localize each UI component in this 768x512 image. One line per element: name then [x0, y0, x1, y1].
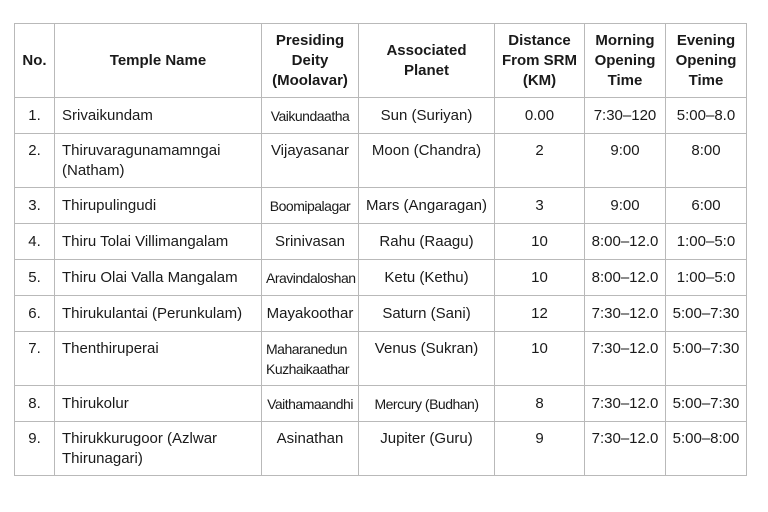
cell-deity: Boomipalagar	[262, 188, 359, 224]
cell-distance: 10	[495, 224, 585, 260]
header-distance: Distance From SRM (KM)	[495, 24, 585, 98]
cell-deity: Srinivasan	[262, 224, 359, 260]
cell-temple: Thirukkurugoor (Azlwar Thirunagari)	[55, 422, 262, 476]
cell-planet: Mars (Angaragan)	[359, 188, 495, 224]
cell-morning: 7:30–120	[585, 98, 666, 134]
cell-evening: 5:00–7:30	[666, 386, 747, 422]
cell-no: 6.	[15, 296, 55, 332]
cell-no: 4.	[15, 224, 55, 260]
cell-distance: 0.00	[495, 98, 585, 134]
cell-planet: Mercury (Budhan)	[359, 386, 495, 422]
cell-evening: 5:00–7:30	[666, 332, 747, 386]
header-no: No.	[15, 24, 55, 98]
cell-no: 7.	[15, 332, 55, 386]
cell-no: 9.	[15, 422, 55, 476]
header-temple-name: Temple Name	[55, 24, 262, 98]
cell-distance: 9	[495, 422, 585, 476]
cell-evening: 5:00–7:30	[666, 296, 747, 332]
cell-distance: 10	[495, 332, 585, 386]
header-planet: Associated Planet	[359, 24, 495, 98]
cell-temple: Thiru Olai Valla Mangalam	[55, 260, 262, 296]
cell-evening: 6:00	[666, 188, 747, 224]
header-morning: Morning Opening Time	[585, 24, 666, 98]
header-row	[15, 24, 747, 98]
cell-evening: 5:00–8.0	[666, 98, 747, 134]
cell-planet: Rahu (Raagu)	[359, 224, 495, 260]
cell-evening: 8:00	[666, 134, 747, 188]
cell-no: 2.	[15, 134, 55, 188]
cell-temple: Thenthiruperai	[55, 332, 262, 386]
cell-deity: Mayakoothar	[262, 296, 359, 332]
header-deity: Presiding Deity (Moolavar)	[262, 24, 359, 98]
cell-planet: Saturn (Sani)	[359, 296, 495, 332]
cell-evening: 1:00–5:0	[666, 260, 747, 296]
cell-no: 8.	[15, 386, 55, 422]
cell-morning: 9:00	[585, 134, 666, 188]
cell-temple: Thirupulingudi	[55, 188, 262, 224]
temple-table	[14, 23, 747, 476]
cell-deity: Vijayasanar	[262, 134, 359, 188]
cell-deity: Maharanedun Kuzhaikaathar	[262, 332, 359, 386]
table-row	[15, 134, 747, 188]
cell-deity: Aravindaloshan	[262, 260, 359, 296]
cell-no: 5.	[15, 260, 55, 296]
table-row	[15, 260, 747, 296]
cell-distance: 2	[495, 134, 585, 188]
table-row	[15, 98, 747, 134]
cell-morning: 7:30–12.0	[585, 296, 666, 332]
cell-planet: Sun (Suriyan)	[359, 98, 495, 134]
table-row	[15, 224, 747, 260]
table-row	[15, 422, 747, 476]
cell-distance: 12	[495, 296, 585, 332]
cell-morning: 7:30–12.0	[585, 386, 666, 422]
table-row	[15, 386, 747, 422]
cell-planet: Ketu (Kethu)	[359, 260, 495, 296]
cell-temple: Srivaikundam	[55, 98, 262, 134]
cell-deity: Vaithamaandhi	[262, 386, 359, 422]
cell-planet: Jupiter (Guru)	[359, 422, 495, 476]
cell-evening: 1:00–5:0	[666, 224, 747, 260]
cell-distance: 10	[495, 260, 585, 296]
cell-distance: 8	[495, 386, 585, 422]
cell-temple: Thirukulantai (Perunkulam)	[55, 296, 262, 332]
cell-morning: 7:30–12.0	[585, 332, 666, 386]
cell-distance: 3	[495, 188, 585, 224]
cell-deity: Vaikundaatha	[262, 98, 359, 134]
cell-no: 1.	[15, 98, 55, 134]
cell-morning: 8:00–12.0	[585, 224, 666, 260]
cell-planet: Venus (Sukran)	[359, 332, 495, 386]
table-row	[15, 332, 747, 386]
cell-morning: 7:30–12.0	[585, 422, 666, 476]
cell-temple: Thirukolur	[55, 386, 262, 422]
cell-deity: Asinathan	[262, 422, 359, 476]
table-row	[15, 296, 747, 332]
cell-planet: Moon (Chandra)	[359, 134, 495, 188]
cell-temple: Thiru Tolai Villimangalam	[55, 224, 262, 260]
cell-temple: Thiruvaragunamamngai (Natham)	[55, 134, 262, 188]
table-row	[15, 188, 747, 224]
cell-morning: 9:00	[585, 188, 666, 224]
header-evening: Evening Opening Time	[666, 24, 747, 98]
cell-no: 3.	[15, 188, 55, 224]
cell-evening: 5:00–8:00	[666, 422, 747, 476]
cell-morning: 8:00–12.0	[585, 260, 666, 296]
